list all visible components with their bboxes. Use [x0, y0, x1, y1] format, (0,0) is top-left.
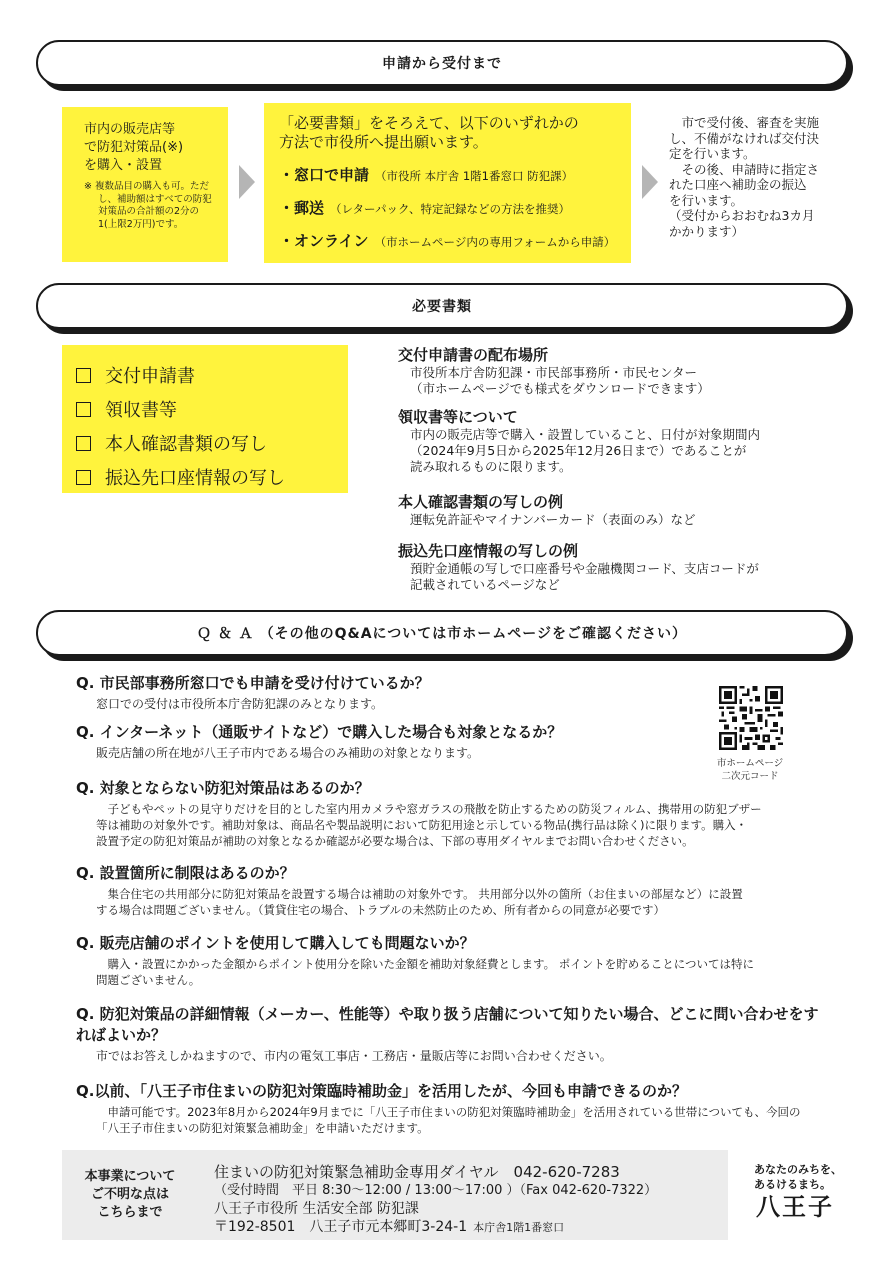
section-header-qa: Ｑ ＆ Ａ （その他のQ&Aについては市ホームページをご確認ください） [36, 610, 848, 656]
qa-item: Q. 市民部事務所窓口でも申請を受け付けているか？ 窓口での受付は市役所本庁舎防犯課のみとなります。 [76, 674, 430, 711]
doc-detail-receipt: 領収書等について 市内の販売店等で購入・設置していること、日付が対象期間内 （2024年9月5日から2025年12月26日まで）であることが 読み取れるものに限ります。 [398, 408, 761, 474]
checkbox-icon [76, 436, 91, 451]
method-online: ・オンライン （市ホームページ内の専用フォームから申請） [279, 232, 616, 250]
doc-detail-application-form: 交付申請書の配布場所 市役所本庁舎防犯課・市民部事務所・市民センター （市ホームページでも様式をダウンロードできます） [398, 346, 710, 396]
qr-caption: 市ホームページ 二次元コード [716, 758, 784, 782]
step1-purchase-box [62, 107, 228, 262]
section-header-documents: 必要書類 [36, 283, 848, 329]
doc-detail-id: 本人確認書類の写しの例 運転免許証やマイナンバーカード（表面のみ）など [398, 493, 696, 527]
qa-item: Q. インターネット（通販サイトなど）で購入した場合も対象となるか？ 販売店舗の所在地が八王子市内である場合のみ補助の対象となります。 [76, 723, 563, 760]
contact-hours: （受付時間 平日 8:30～12:00 / 13:00～17:00 ）（Fax 042-620-7322） [214, 1183, 658, 1198]
step2-lead: 「必要書類」をそろえて、以下のいずれかの 方法で市役所へ提出願います。 [279, 114, 579, 151]
qa-item: Q. 販売店舗のポイントを使用して購入しても問題ないか？ 購入・設置にかかった金額からポイント使用分を除いた金額を補助対象経費とします。 ポイントを貯めることについては特に 問題ございません。 [76, 934, 754, 987]
qa-item: Q. 防犯対策品の詳細情報（メーカー、性能等）や取り扱う店舗について知りたい場合、どこに問い合わせをすればよいか？ 市ではお答えしかねますので、市内の電気工事店・工務店・量販店等にお問い合わせください。 [76, 1005, 819, 1063]
step1-note: ※ 複数品目の購入も可。ただし、補助額はすべての防犯対策品の合計額の2分の1(上限2万円)です。 [84, 181, 212, 230]
checkbox-icon [76, 402, 91, 417]
arrow-right-icon [642, 165, 658, 199]
arrow-right-icon [239, 165, 255, 199]
documents-checklist [62, 345, 348, 493]
qa-item: Q. 対象とならない防犯対策品はあるのか？ 子どもやペットの見守りだけを目的とした室内用カメラや窓ガラスの飛散を防止するための防災フィルム、携帯用の防犯ブザー 等は補助の対象外です。補助対象は、商品名や製品説明において防犯用途と示している物品(携行品は除く)に限ります。購入・ 設置予定の防犯対策品が補助の対象となるか確認が必要な場合は、下部の専用ダイヤルまでお問い合わせください。 [76, 779, 762, 848]
step3-review-text: 市で受付後、審査を実施 し、不備がなければ交付決 定を行います。 その後、申請時に指定さ れた口座へ補助金の振込 を行います。 （受付からおおむね3カ月 かかります） [669, 115, 820, 239]
method-mail: ・郵送 （レターパック、特定記録などの方法を推奨） [279, 199, 571, 217]
step2-submit-box [264, 103, 631, 263]
contact-department: 八王子市役所 生活安全部 防犯課 [214, 1201, 419, 1217]
step1-main-text: 市内の販売店等 で防犯対策品(※) を購入・設置 [84, 122, 184, 173]
qa-item: Q.以前、「八王子市住まいの防犯対策臨時補助金」を活用したが、今回も申請できるのか？ 申請可能です。2023年8月から2024年9月までに「八王子市住まいの防犯対策臨時補助金」を活用されている世帯についても、今回の「八王子市住まいの防犯対策緊急補助金」を申請いただけます。 [76, 1082, 801, 1135]
doc-detail-bank: 振込先口座情報の写しの例 預貯金通帳の写しで口座番号や金融機関コード、支店コードが 記載されているページなど [398, 542, 759, 592]
checkbox-icon [76, 470, 91, 485]
section-header-application: 申請から受付まで [36, 40, 848, 86]
contact-dial[interactable]: 住まいの防犯対策緊急補助金専用ダイヤル 042-620-7283 [214, 1163, 620, 1181]
footer-contact-info [214, 1163, 734, 1237]
check-item: 振込先口座情報の写し [76, 460, 348, 494]
checkbox-icon [76, 368, 91, 383]
qa-item: Q. 設置箇所に制限はあるのか？ 集合住宅の共用部分に防犯対策品を設置する場合は補助の対象外です。 共用部分以外の箇所（お住まいの部屋など）に設置 する場合は問題ございません。（賃貸住宅の場合、トラブルの未然防止のため、所有者からの同意が必要です） [76, 864, 743, 917]
check-item: 本人確認書類の写し [76, 426, 348, 460]
check-item: 領収書等 [76, 392, 348, 426]
check-item: 交付申請書 [76, 358, 348, 392]
contact-address: 〒192-8501 八王子市元本郷町3-24-1 本庁舎1階1番窓口 [214, 1219, 565, 1235]
city-logo: あなたのみちを、 あるけるまち。 八王子 [754, 1163, 842, 1221]
method-counter: ・窓口で申請 （市役所 本庁舎 1階1番窓口 防犯課） [279, 166, 574, 184]
footer-inquiry-label: 本事業について ご不明な点は こちらまで [84, 1169, 176, 1220]
qr-code-icon[interactable] [719, 686, 783, 750]
